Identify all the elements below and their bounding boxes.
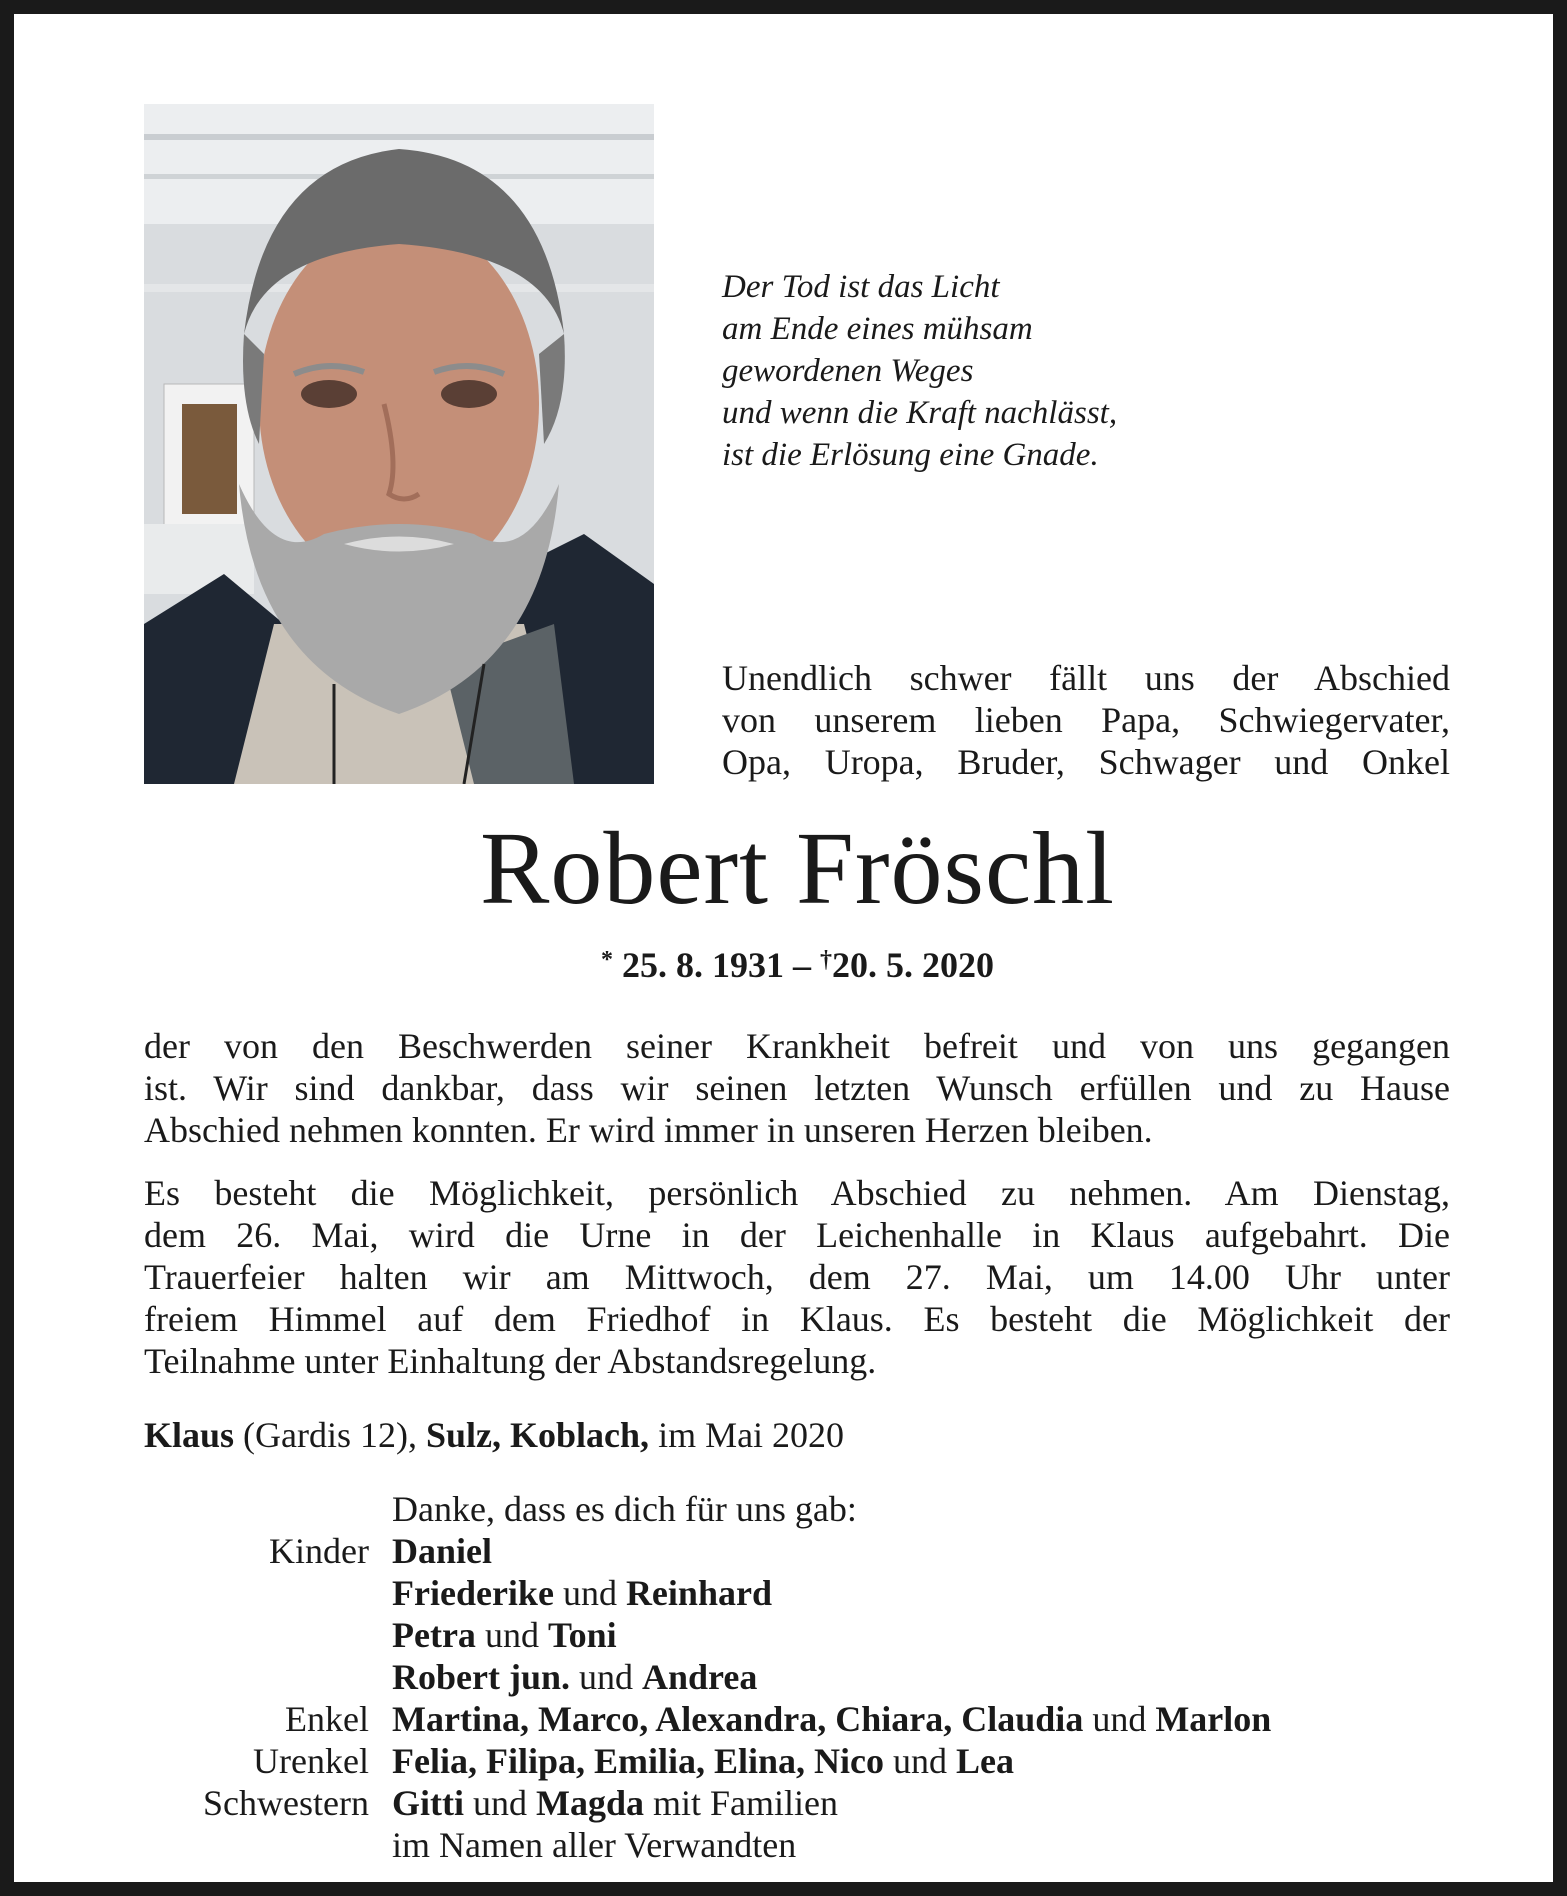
grandchildren-label: Enkel bbox=[285, 1699, 369, 1739]
place-and-date bbox=[144, 1414, 1450, 1456]
relatives-row bbox=[144, 1614, 1450, 1656]
child-name: Friederike bbox=[392, 1573, 554, 1613]
and-word: und bbox=[553, 1573, 626, 1613]
paragraph-line: freiem Himmel auf dem Friedhof in Klaus. Es besteht die Möglichkeit der bbox=[144, 1299, 1450, 1339]
birth-symbol: * bbox=[601, 947, 613, 973]
child-name: Robert jun. bbox=[392, 1657, 570, 1697]
partner-name: Reinhard bbox=[625, 1573, 772, 1613]
and-word: und bbox=[1083, 1699, 1156, 1739]
relatives-row bbox=[144, 1698, 1450, 1740]
grandchild-last: Marlon bbox=[1155, 1699, 1272, 1739]
sister-name: Gitti bbox=[392, 1783, 464, 1823]
paragraph-line: Teilnahme unter Einhaltung der Abstandsregelung. bbox=[144, 1341, 877, 1381]
paragraph-line: Trauerfeier halten wir am Mittwoch, dem 27. Mai, um 14.00 Uhr unter bbox=[144, 1257, 1450, 1297]
relatives-row bbox=[144, 1530, 1450, 1572]
paragraph-line: Abschied nehmen konnten. Er wird immer in unseren Herzen bleiben. bbox=[144, 1110, 1153, 1150]
greatgrandchild-last: Lea bbox=[956, 1741, 1015, 1781]
relatives-row bbox=[144, 1740, 1450, 1782]
paragraph-line: ist. Wir sind dankbar, dass wir seinen letzten Wunsch erfüllen und zu Hause bbox=[144, 1068, 1450, 1108]
relatives-row bbox=[144, 1824, 1450, 1866]
intro-line: Unendlich schwer fällt uns der Abschied bbox=[722, 658, 1450, 698]
sister-name: Magda bbox=[535, 1783, 644, 1823]
death-symbol: † bbox=[820, 947, 832, 973]
intro-line: von unserem lieben Papa, Schwiegervater, bbox=[722, 700, 1450, 740]
date-separator: – bbox=[793, 945, 811, 985]
paragraph-line: dem 26. Mai, wird die Urne in der Leichenhalle in Klaus aufgebahrt. Die bbox=[144, 1215, 1450, 1255]
thanks-line: Danke, dass es dich für uns gab: bbox=[392, 1489, 857, 1529]
and-word: und bbox=[463, 1783, 536, 1823]
other-towns: Sulz, Koblach, bbox=[426, 1415, 650, 1455]
portrait-photo bbox=[144, 104, 654, 784]
and-word: und bbox=[570, 1657, 642, 1697]
partner-name: Andrea bbox=[642, 1657, 758, 1697]
quote-line: gewordenen Weges bbox=[722, 353, 974, 389]
grandchildren-names: Martina, Marco, Alexandra, Chiara, Claudia bbox=[392, 1699, 1084, 1739]
town-klaus: Klaus bbox=[144, 1415, 235, 1455]
quote-line: am Ende eines mühsam bbox=[722, 311, 1033, 347]
month-year: im Mai 2020 bbox=[649, 1415, 845, 1455]
paragraph-line: Es besteht die Möglichkeit, persönlich Abschied zu nehmen. Am Dienstag, bbox=[144, 1173, 1450, 1213]
address: (Gardis 12), bbox=[234, 1415, 426, 1455]
paragraph-line: der von den Beschwerden seiner Krankheit befreit und von uns gegangen bbox=[144, 1026, 1450, 1066]
and-word: und bbox=[884, 1741, 957, 1781]
families-text: mit Familien bbox=[643, 1783, 838, 1823]
quote-line: und wenn die Kraft nachlässt, bbox=[722, 395, 1118, 431]
deceased-name: Robert Fröschl bbox=[479, 811, 1116, 926]
quote-line: ist die Erlösung eine Gnade. bbox=[722, 437, 1099, 473]
paragraph-passing bbox=[144, 1025, 1450, 1151]
memorial-quote bbox=[722, 266, 1282, 476]
life-dates bbox=[14, 939, 1567, 986]
children-label: Kinder bbox=[269, 1531, 369, 1571]
death-date: 20. 5. 2020 bbox=[832, 945, 994, 985]
farewell-intro bbox=[722, 657, 1450, 783]
and-word: und bbox=[475, 1615, 548, 1655]
relatives-row bbox=[144, 1656, 1450, 1698]
greatgrandchildren-label: Urenkel bbox=[253, 1741, 369, 1781]
sisters-label: Schwestern bbox=[203, 1783, 369, 1823]
relatives-list bbox=[144, 1530, 1450, 1866]
closing-line: im Namen aller Verwandten bbox=[392, 1825, 797, 1865]
child-name: Petra bbox=[392, 1615, 476, 1655]
relatives-row bbox=[144, 1572, 1450, 1614]
child-name: Daniel bbox=[392, 1531, 493, 1571]
relatives-row bbox=[144, 1782, 1450, 1824]
birth-date: 25. 8. 1931 bbox=[622, 945, 784, 985]
partner-name: Toni bbox=[547, 1615, 617, 1655]
intro-line: Opa, Uropa, Bruder, Schwager und Onkel bbox=[722, 742, 1450, 782]
quote-line: Der Tod ist das Licht bbox=[722, 269, 1000, 305]
paragraph-ceremony bbox=[144, 1172, 1450, 1382]
greatgrandchildren-names: Felia, Filipa, Emilia, Elina, Nico bbox=[392, 1741, 885, 1781]
